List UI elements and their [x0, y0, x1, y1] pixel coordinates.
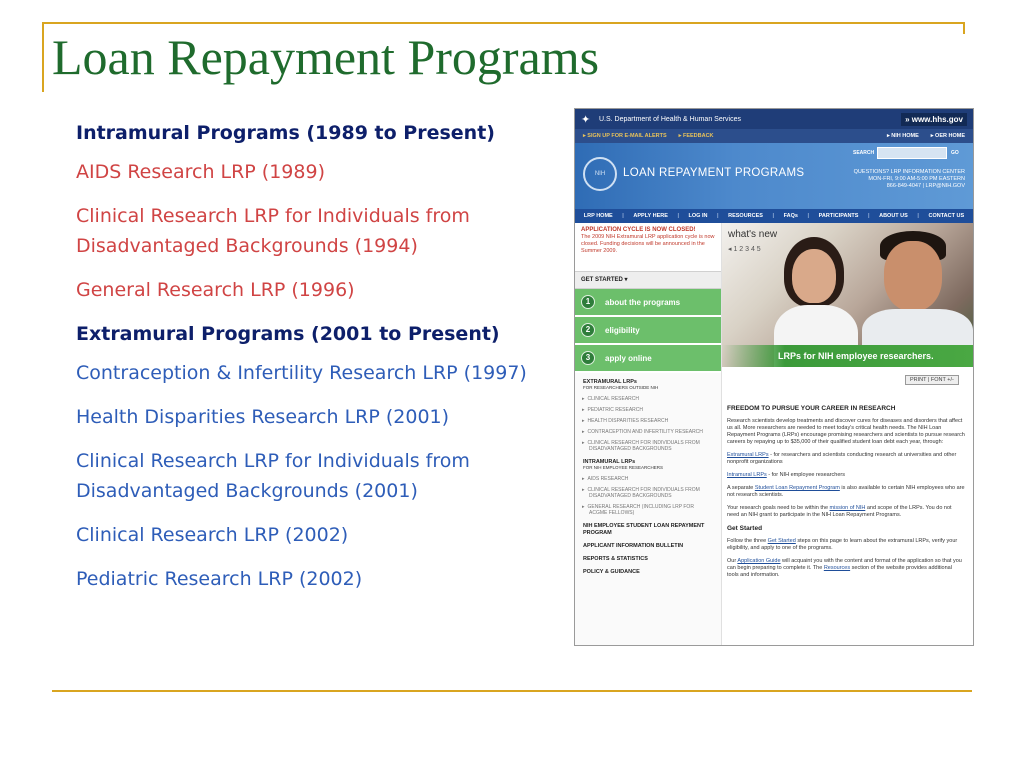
search-input[interactable] — [877, 147, 947, 159]
search-label: SEARCH — [853, 150, 875, 156]
intramural-item: Clinical Research LRP for Individuals from Disadvantaged Backgrounds (1994) — [76, 205, 470, 257]
sidebar-link[interactable]: ▸ CLINICAL RESEARCH — [575, 395, 721, 403]
get-started-heading: Get Started — [727, 525, 763, 532]
signup-label: SIGN UP FOR E-MAIL ALERTS — [587, 133, 667, 139]
hhs-link[interactable]: » www.hhs.gov — [901, 113, 967, 126]
paragraph-text: is also available to certain NIH employees who are not research scientists. — [727, 485, 965, 498]
feedback-label: FEEDBACK — [682, 133, 714, 139]
sidebar-link[interactable]: ▸ AIDS RESEARCH — [575, 475, 721, 483]
application-guide-link[interactable]: Application Guide — [737, 558, 781, 564]
alert-text: The 2009 NIH Extramural LRP application cycle is now closed. Funding decisions will be announced in the Summer 2009. — [581, 234, 715, 254]
contact-info — [854, 169, 965, 190]
sidebar-link[interactable]: ▸ PEDIATRIC RESEARCH — [575, 406, 721, 414]
resources-link[interactable]: Resources — [823, 565, 851, 571]
page-body — [575, 223, 973, 645]
nav-log-in[interactable]: LOG IN — [688, 213, 708, 219]
paragraph — [727, 558, 965, 579]
main-content — [727, 375, 965, 579]
frame-top-rule — [42, 22, 965, 24]
paragraph-text: section of the website provides additional tools and information. — [727, 565, 952, 578]
frame-left-accent — [42, 22, 44, 92]
utility-nav — [575, 129, 973, 143]
step-number: 1 — [581, 295, 595, 309]
get-started-header[interactable]: GET STARTED ▾ — [575, 271, 721, 289]
extramural-lrps-sub: FOR RESEARCHERS OUTSIDE NIH — [583, 385, 659, 390]
step-about-programs[interactable] — [575, 289, 721, 317]
sidebar-bold-link[interactable]: POLICY & GUIDANCE — [583, 569, 640, 575]
paragraph-text: - for NIH employee researchers — [766, 472, 845, 478]
nav-participants[interactable]: PARTICIPANTS — [818, 213, 859, 219]
step-number: 3 — [581, 351, 595, 365]
sidebar-link[interactable]: ▸ HEALTH DISPARITIES RESEARCH — [575, 417, 721, 425]
get-started-link[interactable]: Get Started — [767, 538, 796, 544]
application-alert — [575, 223, 721, 271]
sidebar-link[interactable]: ▸ GENERAL RESEARCH (INCLUDING LRP FOR ACGME FELLOWS) — [575, 503, 721, 517]
hhs-eagle-icon: ✦ — [581, 113, 591, 126]
intramural-heading: Intramural Programs (1989 to Present) — [76, 122, 495, 144]
search-go-button[interactable]: GO — [951, 150, 959, 156]
signup-link[interactable]: ▸ SIGN UP FOR E-MAIL ALERTS — [583, 133, 667, 139]
paragraph — [727, 505, 965, 519]
whats-new-label: what's new — [728, 229, 778, 240]
nav-faqs[interactable]: FAQs — [783, 213, 798, 219]
slideshow-pager[interactable]: ◂ 1 2 3 4 5 — [728, 246, 761, 253]
paragraph-text: Our — [727, 558, 738, 564]
paragraph — [727, 452, 965, 466]
step-apply-online[interactable] — [575, 345, 721, 373]
sidebar-bold-link[interactable]: REPORTS & STATISTICS — [583, 556, 648, 562]
step-label: about the programs — [605, 297, 681, 307]
frame-top-end — [963, 22, 965, 34]
nav-lrp-home[interactable]: LRP HOME — [583, 213, 613, 219]
slide-title: Loan Repayment Programs — [52, 29, 600, 85]
sidebar-bold-link[interactable]: NIH EMPLOYEE STUDENT LOAN REPAYMENT PROGRAM — [583, 523, 705, 536]
intro-paragraph: Research scientists develop treatments and discover cures for diseases and disorders that affect us all. More researchers are needed to meet today's critical health needs. The NIH Loan Repayment Programs (LRPs) encourage promising researchers and scientists to pursue research careers by repaying up to $35,000 of their qualified student loan debt each year, through: — [727, 418, 965, 445]
main-nav: LRP HOME | APPLY HERE | LOG IN | RESOURCES | FAQs | PARTICIPANTS | ABOUT US | CONTACT US — [575, 209, 973, 223]
contact-line: MON-FRI, 9:00 AM-5:00 PM EASTERN — [868, 176, 965, 182]
paragraph — [727, 472, 965, 479]
sidebar-bold-link[interactable]: APPLICANT INFORMATION BULLETIN — [583, 543, 684, 549]
extramural-item: Clinical Research LRP for Individuals from Disadvantaged Backgrounds (2001) — [76, 450, 470, 502]
intramural-lrps-sub: FOR NIH EMPLOYEE RESEARCHERS — [583, 465, 664, 470]
mission-of-nih-link[interactable]: mission of NIH — [829, 505, 866, 511]
print-font-button[interactable]: PRINT | FONT +/- — [905, 375, 959, 385]
paragraph — [727, 538, 965, 552]
intramural-item: General Research LRP (1996) — [76, 279, 355, 301]
paragraph-text: steps on this page to learn about the extramural LRPs, verify your eligibility, and apply to one of the programs. — [727, 538, 958, 551]
hhs-department-text: U.S. Department of Health & Human Services — [599, 115, 742, 123]
nih-seal-logo: NIH — [583, 157, 617, 191]
hero-photo — [722, 223, 973, 367]
nih-home-link[interactable]: ▸ NIH HOME — [886, 133, 919, 139]
student-loan-program-link[interactable]: Student Loan Repayment Program — [754, 485, 840, 491]
nih-home-label: NIH HOME — [891, 133, 919, 139]
alert-title: APPLICATION CYCLE IS NOW CLOSED! — [581, 227, 696, 233]
extramural-lrps-heading: EXTRAMURAL LRPs — [583, 379, 637, 385]
paragraph-text: - for researchers and scientists conducting research at universities and other nonprofit organizations — [727, 452, 957, 465]
frame-bottom-rule — [52, 690, 972, 692]
hhs-url: www.hhs.gov — [911, 114, 963, 124]
website-screenshot — [574, 108, 974, 646]
step-number: 2 — [581, 323, 595, 337]
feedback-link[interactable]: ▸ FEEDBACK — [678, 133, 714, 139]
intramural-lrps-heading: INTRAMURAL LRPs — [583, 459, 636, 465]
intramural-item: AIDS Research LRP (1989) — [76, 161, 325, 183]
step-label: eligibility — [605, 325, 640, 335]
site-banner — [575, 143, 973, 209]
step-label: apply online — [605, 353, 652, 363]
paragraph-text: Your research goals need to be within the — [727, 505, 830, 511]
hero-figure — [792, 249, 836, 303]
extramural-item: Health Disparities Research LRP (2001) — [76, 406, 450, 428]
hhs-top-bar — [575, 109, 973, 129]
nav-contact-us[interactable]: CONTACT US — [928, 213, 965, 219]
site-title: LOAN REPAYMENT PROGRAMS — [623, 167, 805, 179]
step-eligibility[interactable] — [575, 317, 721, 345]
intramural-lrps-link[interactable]: Intramural LRPs — [727, 472, 767, 478]
content-heading: FREEDOM TO PURSUE YOUR CAREER IN RESEARCH — [727, 405, 896, 412]
nav-apply-here[interactable]: APPLY HERE — [633, 213, 668, 219]
paragraph-text: Follow the three — [727, 538, 768, 544]
contact-line: 866-849-4047 | LRP@NIH.GOV — [886, 183, 965, 189]
nav-resources[interactable]: RESOURCES — [728, 213, 763, 219]
hero-caption[interactable]: LRPs for NIH employee researchers. — [722, 345, 973, 367]
hero-figure — [884, 241, 942, 311]
program-list — [76, 118, 546, 608]
oer-home-link[interactable]: ▸ OER HOME — [930, 133, 965, 139]
contact-line: QUESTIONS? LRP INFORMATION CENTER — [853, 169, 965, 175]
nav-about-us[interactable]: ABOUT US — [879, 213, 908, 219]
sidebar-link[interactable]: ▸ CONTRACEPTION AND INFERTILITY RESEARCH — [575, 428, 721, 436]
paragraph-text: will acquaint you with the content and format of the application so that you can begin preparing to complete it. The — [727, 558, 962, 571]
extramural-item: Pediatric Research LRP (2002) — [76, 568, 363, 590]
paragraph — [727, 485, 965, 499]
extramural-lrps-link[interactable]: Extramural LRPs — [727, 452, 769, 458]
extramural-heading: Extramural Programs (2001 to Present) — [76, 323, 500, 345]
extramural-item: Contraception & Infertility Research LRP (1997) — [76, 362, 527, 384]
left-sidebar — [575, 223, 722, 645]
sidebar-link[interactable]: ▸ CLINICAL RESEARCH FOR INDIVIDUALS FROM DISADVANTAGED BACKGROUNDS — [575, 486, 721, 500]
paragraph-text: A separate — [727, 485, 755, 491]
sidebar-link[interactable]: ▸ CLINICAL RESEARCH FOR INDIVIDUALS FROM DISADVANTAGED BACKGROUNDS — [575, 439, 721, 453]
extramural-item: Clinical Research LRP (2002) — [76, 524, 349, 546]
paragraph-text: and scope of the LRPs. You do not need an NIH grant to participate in the NIH Loan Repayment Programs. — [727, 505, 952, 518]
oer-home-label: OER HOME — [935, 133, 965, 139]
